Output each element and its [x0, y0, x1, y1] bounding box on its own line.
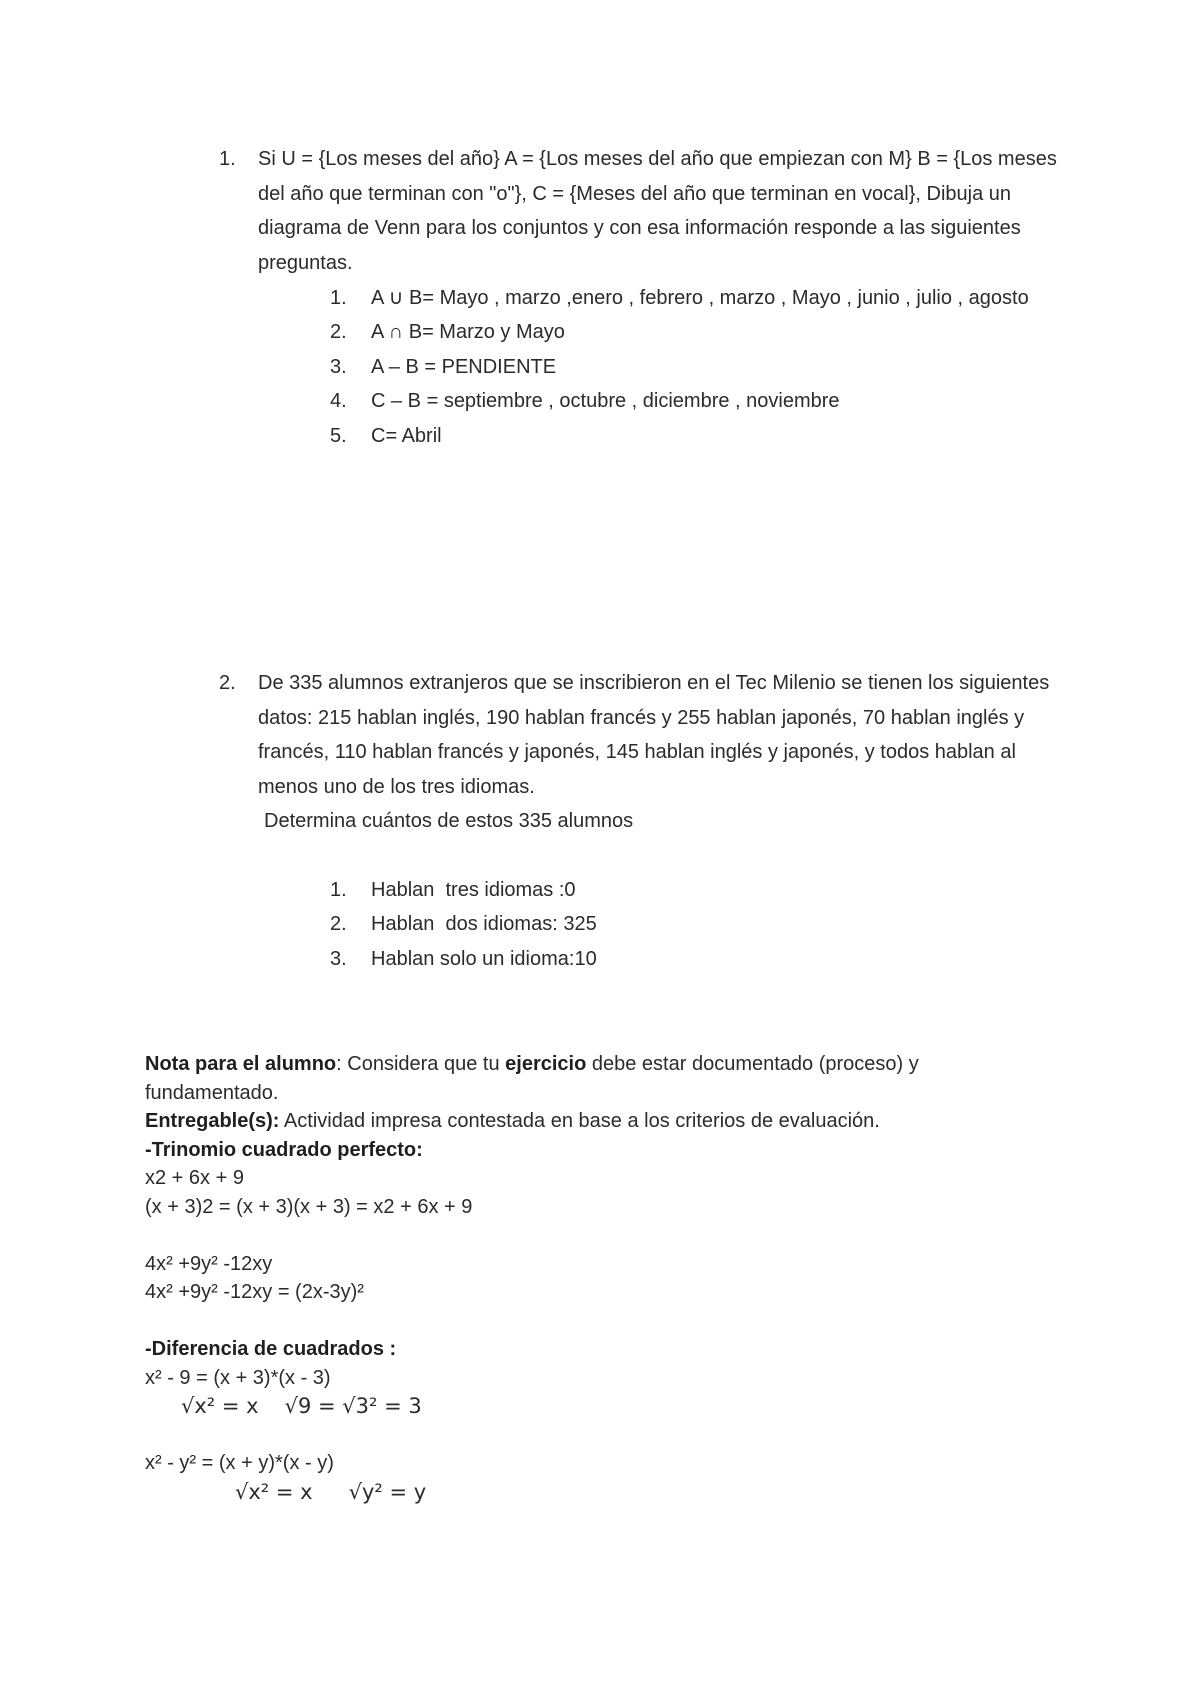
section-heading: -Trinomio cuadrado perfecto:	[145, 1138, 423, 1161]
list-item	[258, 315, 1059, 350]
math-line: x² - y² = (x + y)*(x - y)	[145, 1452, 334, 1474]
spacer	[145, 1221, 1045, 1250]
root-expression: √x² = x	[235, 1479, 313, 1504]
diferencia-title	[145, 1335, 1045, 1364]
math-line: x2 + 6x + 9	[145, 1167, 244, 1189]
note-label: Nota para el alumno	[145, 1053, 337, 1075]
answer-text: A ∩ B= Marzo y Mayo	[371, 321, 565, 343]
note-text: debe estar documentado (proceso) y fundamentado.	[145, 1053, 919, 1104]
answer-text: C – B = septiembre , octubre , diciembre , noviembre	[371, 390, 840, 412]
spacer	[145, 1307, 1045, 1336]
list-item	[258, 873, 1059, 908]
student-note	[145, 1050, 1045, 1107]
question-1-answers	[258, 282, 1059, 453]
answer-text: Hablan solo un idioma:10	[371, 947, 597, 970]
list-number: 2.	[330, 321, 347, 343]
list-item	[258, 419, 1059, 454]
list-number: 2.	[330, 913, 347, 935]
list-number: 5.	[330, 424, 347, 447]
root-expression: √x² = x	[181, 1394, 259, 1418]
math-line: 4x² +9y² -12xy = (2x-3y)²	[145, 1281, 364, 1303]
root-expression: √9 = √3² = 3	[284, 1394, 422, 1418]
trinomio-title	[145, 1136, 1045, 1165]
deliverable-label: Entregable(s):	[145, 1110, 280, 1132]
deliverable-text: Actividad impresa contestada en base a los criterios de evaluación.	[279, 1110, 880, 1132]
list-number: 3.	[330, 355, 347, 378]
math-line: x² - 9 = (x + 3)*(x - 3)	[145, 1366, 331, 1389]
question-1-number: 1.	[219, 148, 236, 170]
list-number: 3.	[330, 947, 347, 970]
question-2-answers	[258, 873, 1059, 977]
question-1	[219, 142, 1059, 453]
list-item	[258, 350, 1059, 385]
root-expression: √y² = y	[348, 1479, 427, 1504]
answer-text: Hablan dos idiomas: 325	[371, 913, 597, 935]
list-number: 1.	[330, 878, 347, 901]
deliverable	[145, 1107, 1045, 1136]
question-2-prompt: Determina cuántos de estos 335 alumnos	[264, 810, 634, 832]
question-2-number: 2.	[219, 672, 236, 694]
section-heading: -Diferencia de cuadrados :	[145, 1338, 397, 1360]
note-bold: ejercicio	[505, 1053, 587, 1075]
answer-text: C= Abril	[371, 424, 442, 447]
list-number: 1.	[330, 287, 347, 309]
list-item	[258, 282, 1059, 315]
spacer	[145, 1421, 1045, 1450]
answer-text: A – B = PENDIENTE	[371, 355, 557, 378]
root-line	[145, 1478, 1045, 1507]
question-2-text: De 335 alumnos extranjeros que se inscribieron en el Tec Milenio se tienen los siguientes datos: 215 hablan inglés, 190 hablan francés y 255 hablan japonés, 70 hablan inglés y francés, 110 hablan francés y japonés, 145 hablan inglés y japonés, y todos hablan al menos uno de los tres idiomas.	[258, 672, 1050, 798]
list-number: 4.	[330, 390, 347, 412]
list-item	[258, 942, 1059, 977]
question-2	[219, 666, 1059, 976]
answer-text: A ∪ B= Mayo , marzo ,enero , febrero , marzo , Mayo , junio , julio , agosto	[371, 287, 1029, 309]
math-line: (x + 3)2 = (x + 3)(x + 3) = x2 + 6x + 9	[145, 1195, 473, 1218]
notes-section	[145, 1050, 1045, 1506]
root-line	[145, 1392, 1045, 1421]
answer-text: Hablan tres idiomas :0	[371, 878, 576, 901]
question-1-text: Si U = {Los meses del año} A = {Los meses del año que empiezan con M} B = {Los meses del año que terminan con "o"}, C = {Meses del año que terminan en vocal}, Dibuja un diagrama de Venn para los conjuntos y con esa información responde a las siguientes preguntas.	[258, 148, 1057, 274]
list-item	[258, 907, 1059, 942]
list-item	[258, 384, 1059, 419]
note-text: : Considera que tu	[336, 1053, 506, 1075]
math-line: 4x² +9y² -12xy	[145, 1252, 273, 1275]
